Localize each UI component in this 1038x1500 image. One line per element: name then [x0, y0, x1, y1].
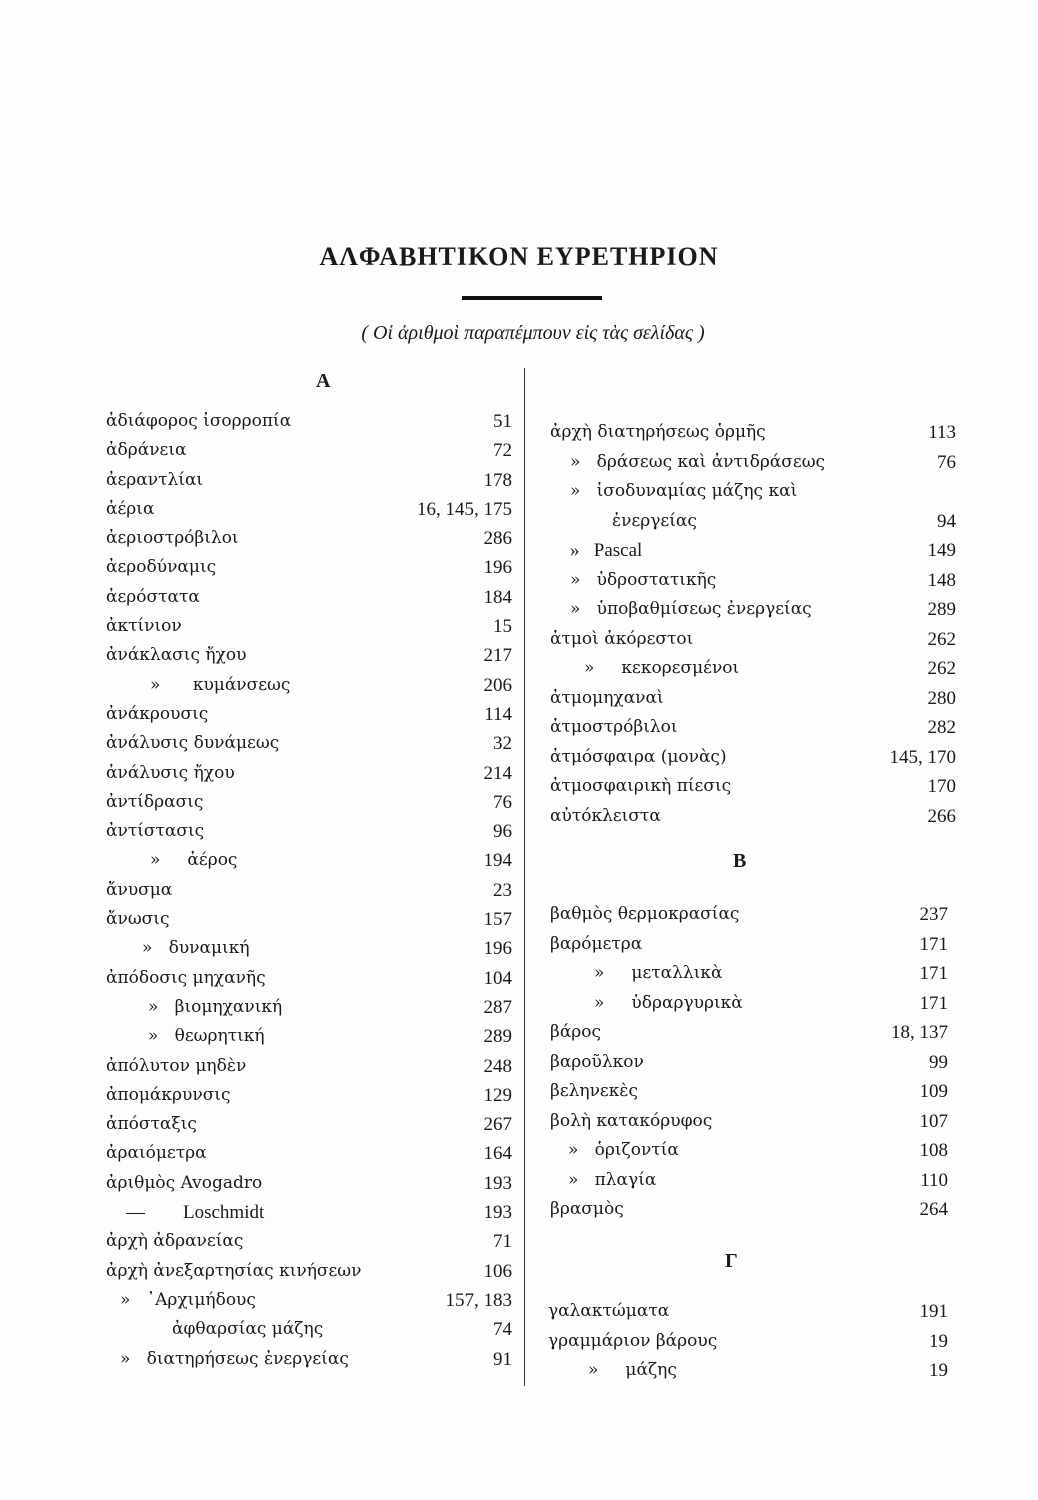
entry-page: 196 — [483, 938, 512, 960]
index-entry — [106, 1198, 512, 1227]
index-entry — [106, 1110, 512, 1139]
entry-term: βαρόμετρα — [550, 933, 643, 954]
entry-page: 171 — [919, 933, 948, 955]
entry-page: 194 — [483, 850, 512, 872]
index-entry — [106, 1139, 512, 1168]
index-entry — [550, 1077, 948, 1107]
entry-page: 171 — [919, 963, 948, 984]
index-entry — [106, 1345, 512, 1374]
index-entry — [106, 846, 512, 875]
entry-term: αὐτόκλειστα — [550, 805, 661, 826]
index-entry — [106, 1022, 512, 1051]
entry-page: 266 — [927, 805, 956, 827]
entry-page: 237 — [919, 904, 948, 925]
entry-term: ἀτμοστρόβιλοι — [550, 717, 678, 737]
entry-page: 19 — [929, 1330, 948, 1352]
index-entry — [550, 930, 948, 960]
index-entry — [550, 1018, 948, 1048]
index-entry — [550, 507, 956, 537]
entry-term: » ᾽Αρχιμήδους — [120, 1289, 256, 1310]
index-entry — [550, 1166, 948, 1196]
entry-page: 71 — [493, 1231, 512, 1253]
entry-term: ἀνάκρουσις — [106, 703, 209, 724]
entry-page: 262 — [927, 628, 956, 650]
entry-term: » Pascal — [570, 540, 643, 561]
entry-term: ἀτμόσφαιρα (μονὰς) — [550, 746, 727, 767]
entry-page: 113 — [928, 422, 956, 443]
entry-page: 23 — [493, 879, 512, 901]
index-entry — [106, 407, 512, 436]
section-heading-b: B — [733, 850, 747, 872]
entry-term: ἀπόσταξις — [106, 1114, 197, 1135]
entry-term: βρασμὸς — [550, 1199, 624, 1219]
entry-page: 217 — [483, 645, 512, 667]
entry-page: 214 — [483, 762, 512, 784]
entry-page: 193 — [483, 1172, 512, 1194]
entry-term: » ἰσοδυναμίας μάζης καὶ — [570, 481, 798, 501]
entry-page: 108 — [919, 1140, 948, 1161]
index-entry — [106, 729, 512, 758]
entry-page: 282 — [927, 717, 956, 738]
index-entry — [550, 743, 956, 773]
index-entry — [550, 1048, 948, 1078]
entry-page: 109 — [919, 1081, 948, 1102]
entry-term: ἀερόστατα — [106, 586, 200, 607]
index-entry — [106, 1081, 512, 1110]
entry-page: 74 — [493, 1319, 512, 1341]
index-entry — [550, 713, 956, 743]
entry-term: » κυμάνσεως — [150, 674, 291, 695]
index-entry — [106, 876, 512, 905]
entry-page: 287 — [483, 996, 512, 1018]
entry-page: 262 — [927, 658, 956, 679]
column-divider — [524, 368, 525, 1386]
page-title: ΑΛΦΑΒΗΤΙΚΟΝ ΕΥΡΕΤΗΡΙΟΝ — [319, 242, 719, 271]
entry-term: » πλαγία — [568, 1169, 657, 1190]
left-column — [106, 407, 512, 1374]
entry-page: 170 — [927, 776, 956, 797]
entry-page: 32 — [493, 733, 512, 755]
entry-term: βαροῦλκον — [550, 1051, 644, 1072]
index-entry — [550, 1136, 948, 1166]
entry-page: 99 — [929, 1051, 948, 1073]
entry-page: 114 — [484, 703, 512, 725]
index-entry — [550, 1107, 948, 1137]
entry-page: 96 — [493, 821, 512, 843]
index-entry — [550, 418, 956, 448]
entry-term: » δυναμική — [142, 938, 250, 959]
entry-page: 94 — [937, 510, 956, 532]
entry-term: » ὑδραργυρικὰ — [594, 992, 743, 1013]
index-entry — [106, 1257, 512, 1286]
index-entry — [106, 934, 512, 963]
entry-page: 171 — [919, 992, 948, 1014]
section-heading-g: Γ — [725, 1250, 738, 1272]
entry-term: ἀρχὴ ἀδρανείας — [106, 1231, 244, 1252]
entry-term: » ἀέρος — [150, 850, 238, 871]
index-entry — [106, 495, 512, 524]
entry-page: 206 — [483, 674, 512, 696]
entry-page: 72 — [493, 440, 512, 462]
entry-page: 289 — [927, 599, 956, 620]
entry-term: ἀπόδοσις μηχανῆς — [106, 967, 266, 988]
entry-term: ἀρχὴ διατηρήσεως ὁρμῆς — [550, 422, 766, 442]
entry-term: » διατηρήσεως ἐνεργείας — [120, 1348, 349, 1369]
entry-term: ἀπομάκρυνσις — [106, 1084, 231, 1105]
entry-term: ἀπόλυτον μηδὲν — [106, 1055, 247, 1076]
index-entry — [550, 448, 956, 478]
entry-page: 248 — [483, 1055, 512, 1077]
entry-page: 129 — [483, 1084, 512, 1106]
page-subtitle: ( Οἱ ἀριθμοὶ παραπέμπουν εἰς τὰς σελίδας ) — [361, 322, 705, 344]
entry-term: ἀνάλυσις δυνάμεως — [106, 733, 280, 754]
entry-page: 267 — [483, 1114, 512, 1136]
entry-page: 18, 137 — [891, 1022, 948, 1043]
entry-term: » ὁριζοντία — [568, 1140, 679, 1160]
index-entry — [548, 1327, 948, 1357]
right-column-g — [548, 1297, 948, 1386]
index-entry — [106, 964, 512, 993]
index-entry — [106, 583, 512, 612]
entry-term: ἀτμοὶ ἀκόρεστοι — [550, 628, 694, 649]
index-entry — [106, 700, 512, 729]
entry-term: ἀρχὴ ἀνεξαρτησίας κινήσεων — [106, 1260, 362, 1281]
entry-term: ἀφθαρσίας μάζης — [172, 1319, 324, 1340]
index-entry — [550, 625, 956, 655]
entry-page: 51 — [493, 411, 512, 432]
index-entry — [550, 772, 956, 802]
entry-term: ἀεραντλίαι — [106, 469, 204, 490]
entry-page: 280 — [927, 687, 956, 709]
entry-term: » βιομηχανική — [148, 996, 283, 1017]
entry-term: γραμμάριον βάρους — [548, 1330, 718, 1351]
entry-page: 106 — [483, 1260, 512, 1282]
index-entry — [550, 1195, 948, 1225]
entry-page: 184 — [483, 586, 512, 608]
entry-term: ἀντίδρασις — [106, 791, 204, 812]
entry-page: 145, 170 — [889, 746, 956, 768]
right-column-a — [550, 418, 956, 831]
entry-term: » κεκορεσμένοι — [584, 658, 740, 678]
entry-page: 110 — [920, 1169, 948, 1191]
index-entry — [106, 553, 512, 582]
entry-term: ἐνεργείας — [612, 510, 697, 531]
entry-term: βολὴ κατακόρυφος — [550, 1110, 713, 1131]
entry-page: 148 — [927, 569, 956, 591]
entry-page: 15 — [493, 616, 512, 638]
index-entry — [106, 1227, 512, 1256]
index-entry — [106, 466, 512, 495]
entry-term: ἀδράνεια — [106, 440, 187, 461]
entry-term: » μάζης — [588, 1360, 677, 1380]
entry-page: 191 — [919, 1301, 948, 1322]
entry-page: 193 — [483, 1202, 512, 1224]
entry-page: 16, 145, 175 — [417, 498, 512, 520]
entry-term: ἀεροδύναμις — [106, 557, 217, 578]
index-entry — [548, 1356, 948, 1386]
index-entry — [106, 759, 512, 788]
entry-term: ἀέρια — [106, 498, 155, 519]
index-entry — [550, 959, 948, 989]
entry-page: 289 — [483, 1026, 512, 1048]
index-entry — [550, 566, 956, 596]
entry-term: ἀραιόμετρα — [106, 1143, 207, 1164]
entry-page: 157 — [483, 909, 512, 931]
entry-page: 107 — [919, 1110, 948, 1132]
entry-term: » θεωρητική — [148, 1026, 265, 1047]
index-entry — [106, 641, 512, 670]
entry-term: βάρος — [550, 1022, 602, 1042]
index-entry — [550, 536, 956, 566]
entry-term: ἀντίστασις — [106, 821, 205, 842]
entry-term: » δράσεως καὶ ἀντιδράσεως — [570, 451, 826, 472]
index-entry — [106, 788, 512, 817]
entry-term: ἄνωσις — [106, 909, 170, 930]
entry-page: 149 — [927, 540, 956, 561]
entry-page: 157, 183 — [445, 1289, 512, 1311]
entry-term: ἀνάκλασις ἤχου — [106, 645, 247, 666]
entry-page: 91 — [493, 1348, 512, 1370]
index-entry — [550, 900, 948, 930]
index-entry — [106, 1286, 512, 1315]
index-entry — [106, 436, 512, 465]
entry-term: βαθμὸς θερμοκρασίας — [550, 904, 740, 924]
right-column-b — [550, 900, 948, 1225]
index-entry — [106, 993, 512, 1022]
entry-term: ἀριθμὸς Avogadro — [106, 1172, 263, 1193]
entry-term: ἀκτίνιον — [106, 616, 182, 637]
entry-term: — Loschmidt — [126, 1202, 265, 1224]
index-entry — [106, 612, 512, 641]
index-entry — [548, 1297, 948, 1327]
entry-term: γαλακτώματα — [548, 1301, 670, 1321]
index-entry — [106, 524, 512, 553]
entry-page: 19 — [929, 1360, 948, 1381]
entry-term: » ὑποβαθμίσεως ἐνεργείας — [570, 599, 812, 619]
entry-page: 76 — [493, 791, 512, 813]
index-entry — [550, 477, 956, 507]
entry-page: 196 — [483, 557, 512, 579]
index-entry — [106, 1169, 512, 1198]
entry-page: 286 — [483, 528, 512, 550]
entry-term: ἀνάλυσις ἤχου — [106, 762, 235, 783]
title-rule — [462, 296, 602, 300]
index-entry — [550, 654, 956, 684]
entry-page: 178 — [483, 469, 512, 491]
entry-term: ἀτμομηχαναὶ — [550, 687, 664, 708]
index-entry — [106, 1052, 512, 1081]
entry-term: ἀτμοσφαιρικὴ πίεσις — [550, 776, 732, 796]
index-entry — [106, 905, 512, 934]
index-entry — [550, 595, 956, 625]
entry-term: ἀδιάφορος ἰσορροπία — [106, 411, 292, 431]
index-entry — [106, 1315, 512, 1344]
entry-term: » ὑδροστατικῆς — [570, 569, 717, 590]
entry-term: » μεταλλικὰ — [594, 963, 723, 983]
entry-page: 164 — [483, 1143, 512, 1165]
index-entry — [106, 671, 512, 700]
entry-term: ἄνυσμα — [106, 879, 173, 900]
entry-page: 104 — [483, 967, 512, 989]
index-entry — [550, 989, 948, 1019]
entry-page: 264 — [919, 1199, 948, 1220]
section-heading-a: A — [316, 370, 331, 392]
entry-page: 76 — [937, 451, 956, 473]
index-entry — [550, 684, 956, 714]
entry-term: βεληνεκὲς — [550, 1081, 639, 1101]
index-entry — [550, 802, 956, 832]
index-entry — [106, 817, 512, 846]
entry-term: ἀεριοστρόβιλοι — [106, 528, 239, 549]
